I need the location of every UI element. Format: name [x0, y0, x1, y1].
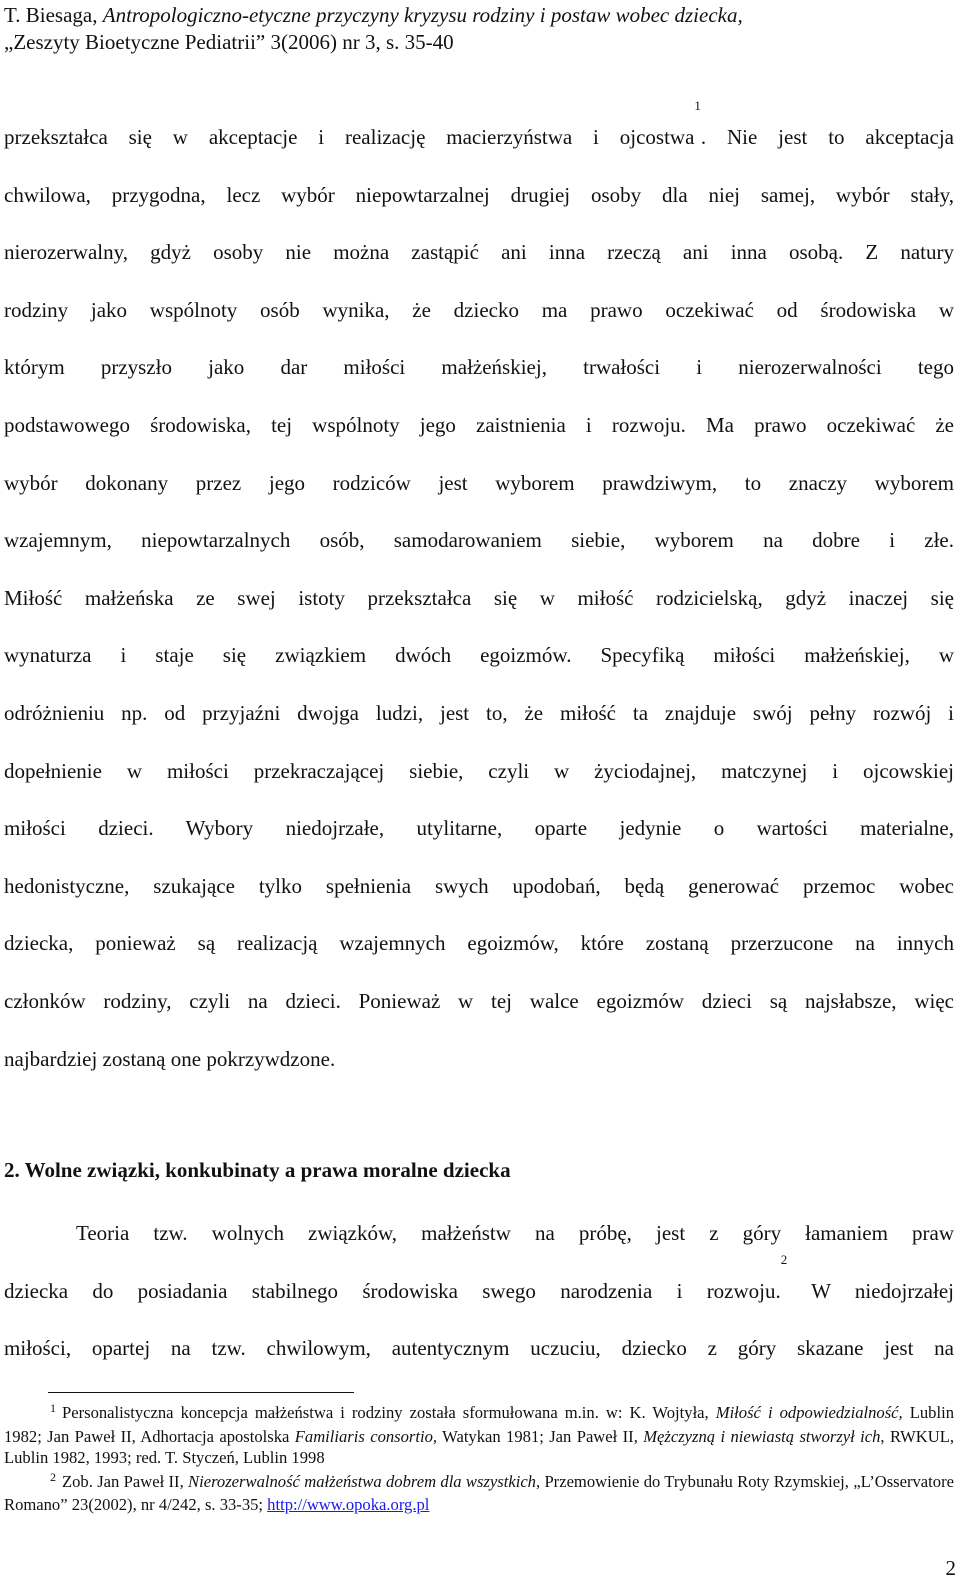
paragraph-line: członków rodziny, czyli na dzieci. Ponieważ w tej walce egoizmów dzieci są najsłabsze, więc — [4, 988, 954, 1013]
paragraph-line: chwilowa, przygodna, lecz wybór niepowtarzalnej drugiej osoby dla niej samej, wybór stały, — [4, 182, 954, 207]
paragraph-line: wybór dokonany przez jego rodziców jest wyborem prawdziwym, to znaczy wyborem — [4, 470, 954, 495]
paragraph-line: podstawowego środowiska, tej wspólnoty jego zaistnienia i rozwoju. Ma prawo oczekiwać że — [4, 412, 954, 437]
footnote-2: $^2$ Zob. Jan Paweł II, Nierozerwalność małżeństwa dobrem dla wszystkich, Przemowienie do Trybunału Roty Rzymskiej, „L’Osservatore Romano” 23(2002), nr 4/242, s. 33-35; http://www.opoka.org.pl — [4, 1469, 954, 1514]
page-number: 2 — [945, 1556, 956, 1580]
paragraph-line: odróżnieniu np. od przyjaźni dwojga ludzi, jest to, że miłość ta znajduje swój pełny rozwój i — [4, 700, 954, 725]
paragraph-line: Miłość małżeńska ze swej istoty przekształca się w miłość rodzicielską, gdyż inaczej się — [4, 585, 954, 610]
paragraph-line: najbardziej zostaną one pokrzywdzone. — [4, 1046, 336, 1071]
header-author: T. Biesaga, — [4, 3, 103, 27]
paragraph-line: miłości dzieci. Wybory niedojrzałe, utylitarne, oparte jedynie o wartości materialne, — [4, 816, 954, 841]
section-heading: 2. Wolne związki, konkubinaty a prawa moralne dziecka — [4, 1158, 511, 1182]
paragraph-line: Teoria tzw. wolnych związków, małżeństw na próbę, jest z góry łamaniem praw — [76, 1221, 954, 1245]
footnote-number: 2 — [50, 1469, 56, 1484]
paragraph-line: przekształca się w akceptacje i realizację macierzyństwa i ojcostwa$^1$. Nie jest to akceptacja — [4, 98, 954, 149]
paragraph-line: dopełnienie w miłości przekraczającej siebie, czyli w życiodajnej, matczynej i ojcowskiej — [4, 758, 954, 783]
footnotes — [4, 1402, 954, 1516]
paragraph-line: rodziny jako wspólnoty osób wynika, że dziecko ma prawo oczekiwać od środowiska w — [4, 297, 954, 322]
opoka-link[interactable]: http://www.opoka.org.pl — [267, 1495, 430, 1514]
paragraph-line: hedonistyczne, szukające tylko spełnienia swych upodobań, będą generować przemoc wobec — [4, 873, 954, 898]
paragraph-line: nierozerwalny, gdyż osoby nie można zastąpić ani inna rzeczą ani inna osobą. Z natury — [4, 240, 954, 265]
paragraph-1 — [4, 98, 954, 1088]
paragraph-line: wzajemnym, niepowtarzalnych osób, samodarowaniem siebie, wyborem na dobre i złe. — [4, 528, 954, 553]
paragraph-2 — [4, 1205, 954, 1378]
paragraph-line: miłości, opartej na tzw. chwilowym, autentycznym uczuciu, dziecko z góry skazane jest na — [4, 1336, 954, 1361]
paragraph-line: wynaturza i staje się związkiem dwóch egoizmów. Specyfiką miłości małżeńskiej, w — [4, 643, 954, 668]
header-line-2: „Zeszyty Bioetyczne Pediatrii” 3(2006) nr 3, s. 35-40 — [4, 30, 454, 54]
footnote-ref-1: 1 — [694, 98, 701, 113]
header-line-1 — [4, 2, 954, 29]
footnote-1: $^1$ Personalistyczna koncepcja małżeństwa i rodziny została sformułowana m.in. w: K. Wojtyła, Miłość i odpowiedzialność, Lublin 1982; Jan Paweł II, Adhortacja apostolska Familiaris consortio, Watykan 1981; Jan Paweł II, Mężczyzną i niewiastą stworzył ich, RWKUL, Lublin 1982, 1993; red. T. Styczeń, Lublin 1998 — [4, 1401, 955, 1467]
footnote-separator — [48, 1392, 354, 1393]
paragraph-line: dziecka, ponieważ są realizacją wzajemnych egoizmów, które zostaną przerzucone na innych — [4, 931, 954, 956]
footnote-ref-2: 2 — [780, 1251, 788, 1267]
footnote-number: 1 — [50, 1401, 56, 1415]
paragraph-line: którym przyszło jako dar miłości małżeńskiej, trwałości i nierozerwalności tego — [4, 355, 954, 380]
paragraph-line: dziecka do posiadania stabilnego środowiska swego narodzenia i rozwoju.$^2$ W niedojrzałej — [4, 1251, 954, 1303]
document-header — [4, 2, 954, 56]
header-article-title: Antropologiczno-etyczne przyczyny kryzysu rodziny i postaw wobec dziecka, — [102, 3, 743, 27]
